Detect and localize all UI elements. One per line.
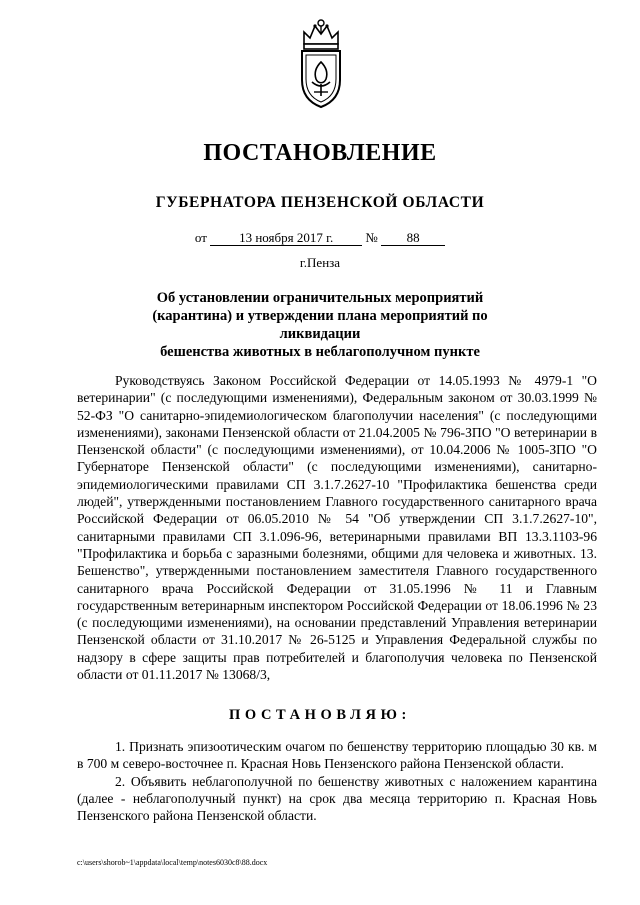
document-issuer: ГУБЕРНАТОРА ПЕНЗЕНСКОЙ ОБЛАСТИ (155, 194, 485, 211)
resolve-heading: ПОСТАНОВЛЯЮ: (229, 707, 411, 723)
document-date: 13 ноября 2017 г. (210, 231, 362, 246)
number-sign: № (365, 230, 378, 245)
preamble-paragraph: Руководствуясь Законом Российской Федерации от 14.05.1993 № 4979-1 "О ветеринарии" (с последующими изменениями), Федеральным законом от 30.03.1999 № 52-ФЗ "О санитарно-эпидемиологическом благополучии населения" (с последующими изменениями), законами Пензенской области от 21.04.2005 № 796-ЗПО "О ветеринарии в Пензенской области" (с последующими изменениями), от 10.04.2006 № 1005-ЗПО "О Губернаторе Пензенской области" (с последующими изменениями), санитарно-эпидемиологическими правилами СП 3.1.7.2627-10 "Профилактика бешенства среди людей", утвержденными постановлением Главного государственного санитарного врача Российской Федерации от 06.05.2010 № 54 "Об утверждении СП 3.1.7.2627-10", санитарными правилами СП 3.1.096-96, ветеринарными правилами ВП 13.3.1103-96 "Профилактика и борьба с заразными болезнями, общими для человека и животных. 13. Бешенство", утвержденными постановлением заместителя Главного государственного санитарного врача Российской Федерации от 31.05.1996 № 11 и Главным государственным ветеринарным инспектором Российской Федерации от 18.06.1996 № 23 (с последующими изменениями), на основании представлений Управления ветеринарии Пензенской области от 31.10.2017 № 26-5125 и Управления Федеральной службы по надзору в сфере защиты прав потребителей и благополучия человека по Пензенской области от 01.11.2017 № 13068/3, (77, 373, 597, 683)
coat-of-arms-icon (296, 18, 346, 110)
document-heading (120, 289, 520, 361)
heading-line: Об установлении ограничительных мероприятий (156, 290, 484, 306)
file-path-footer: c:\users\shorob~1\appdata\local\temp\notes6030c8\88.docx (77, 858, 268, 867)
date-prefix: от (194, 230, 207, 245)
preamble (77, 372, 597, 683)
resolution-item: 2. Объявить неблагополучной по бешенству животных с наложением карантина (далее - неблагополучный пункт) на срок два месяца территорию п. Красная Новь Пензенского района Пензенской области. (77, 773, 597, 824)
resolution-items (77, 738, 597, 824)
document-title: ПОСТАНОВЛЕНИЕ (203, 140, 437, 166)
document-city: г.Пенза (299, 255, 341, 270)
heading-line: (карантина) и утверждении плана мероприятий по ликвидации (152, 308, 488, 342)
document-number: 88 (381, 231, 445, 246)
heading-line: бешенства животных в неблагополучном пункте (160, 344, 480, 360)
resolution-item: 1. Признать эпизоотическим очагом по бешенству территорию площадью 30 кв. м в 700 м северо-восточнее п. Красная Новь Пензенского района Пензенской области. (77, 739, 597, 772)
date-number-line (0, 230, 640, 246)
